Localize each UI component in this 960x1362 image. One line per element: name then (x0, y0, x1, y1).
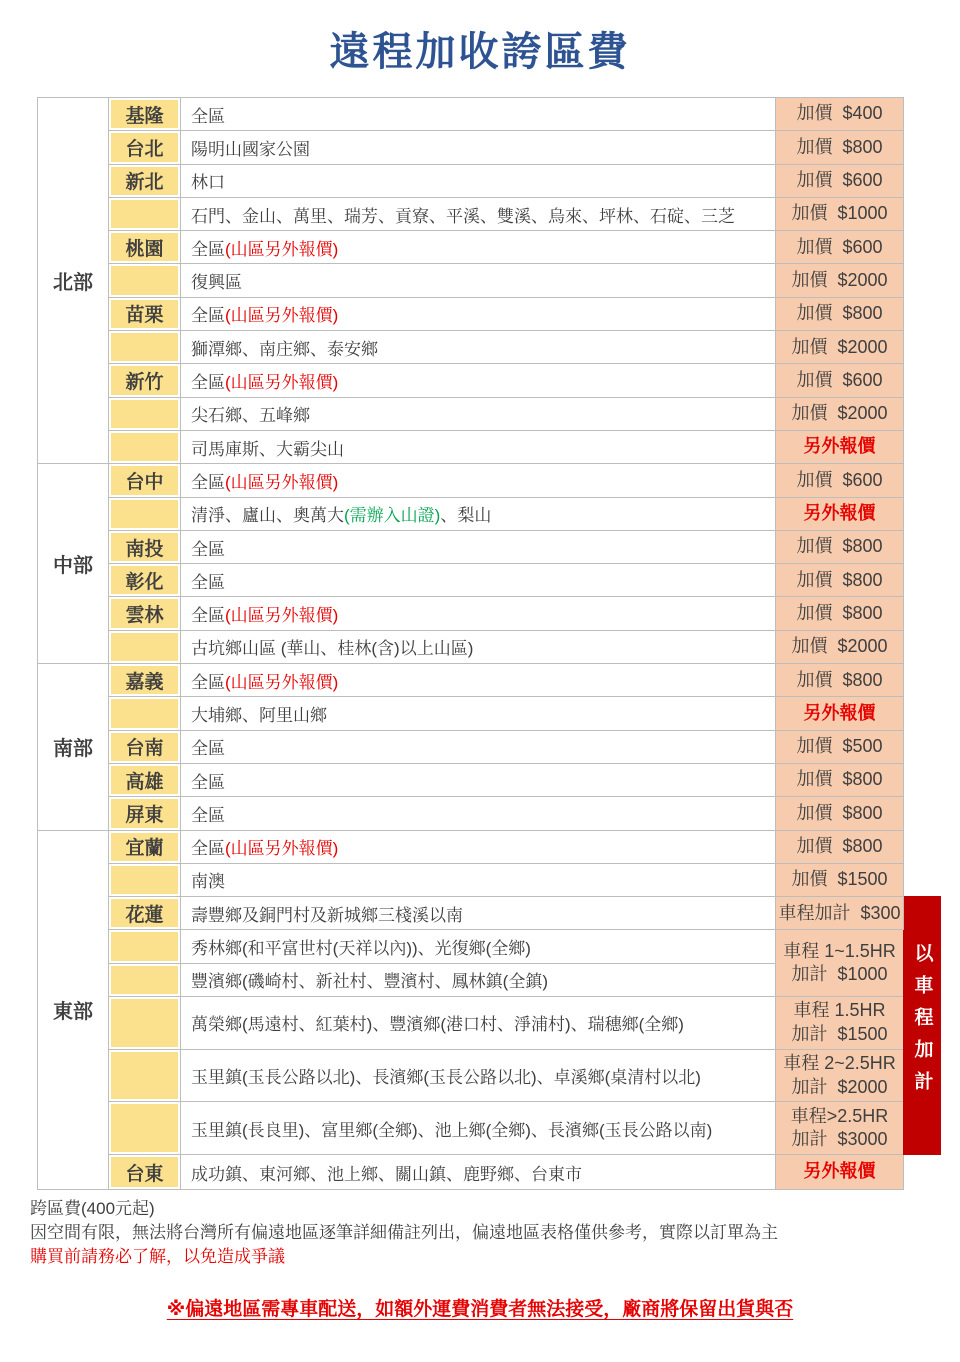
price-cell: 車程>2.5HR 加計 $3000 (776, 1102, 904, 1155)
table-row (38, 597, 941, 630)
sidebar-spacer (904, 664, 941, 697)
county-cell (109, 497, 181, 530)
sidebar-spacer (904, 231, 941, 264)
table-row (38, 997, 941, 1050)
area-cell: 南澳 (181, 863, 776, 896)
county-cell (109, 1102, 181, 1155)
county-cell: 新竹 (109, 364, 181, 397)
table-row (38, 730, 941, 763)
price-cell: 另外報價 (776, 430, 904, 463)
price-cell: 加價 $800 (776, 530, 904, 563)
sidebar-spacer (904, 131, 941, 164)
area-cell: 玉里鎮(玉長公路以北)、長濱鄉(玉長公路以北)、卓溪鄉(桌清村以北) (181, 1049, 776, 1102)
surcharge-table (37, 97, 941, 1190)
table-row (38, 264, 941, 297)
area-cell: 尖石鄉、五峰鄉 (181, 397, 776, 430)
footer-note-warning: 購買前請務必了解，以免造成爭議 (30, 1247, 285, 1266)
table-row (38, 930, 941, 963)
county-cell: 南投 (109, 530, 181, 563)
sidebar-spacer (904, 797, 941, 830)
county-cell: 嘉義 (109, 664, 181, 697)
sidebar-spacer (904, 98, 941, 131)
price-cell: 車程 1~1.5HR 加計 $1000 (776, 930, 904, 997)
county-cell (109, 963, 181, 996)
footer-note-disclaimer: 因空間有限，無法將台灣所有偏遠地區逐筆詳細備註列出，偏遠地區表格僅供參考，實際以訂單為主 (30, 1223, 778, 1242)
county-cell: 台南 (109, 730, 181, 763)
area-cell: 全區(山區另外報價) (181, 297, 776, 330)
sidebar-spacer (904, 863, 941, 896)
price-cell: 加價 $600 (776, 464, 904, 497)
price-cell: 加價 $600 (776, 231, 904, 264)
county-cell (109, 630, 181, 663)
county-cell (109, 331, 181, 364)
area-cell: 萬榮鄉(馬遠村、紅葉村)、豐濱鄉(港口村、淨浦村)、瑞穗鄉(全鄉) (181, 997, 776, 1050)
table-row (38, 763, 941, 796)
area-cell: 全區(山區另外報價) (181, 364, 776, 397)
area-cell: 玉里鎮(長良里)、富里鄉(全鄉)、池上鄉(全鄉)、長濱鄉(玉長公路以南) (181, 1102, 776, 1155)
county-cell (109, 697, 181, 730)
county-cell (109, 197, 181, 230)
price-cell: 車程加計 $300 (776, 897, 904, 930)
table-row (38, 164, 941, 197)
table-row (38, 131, 941, 164)
table-row (38, 1155, 941, 1190)
sidebar-spacer (904, 763, 941, 796)
table-row (38, 497, 941, 530)
sidebar-spacer (904, 497, 941, 530)
area-cell: 復興區 (181, 264, 776, 297)
sidebar-spacer (904, 364, 941, 397)
area-cell: 陽明山國家公園 (181, 131, 776, 164)
price-cell: 加價 $800 (776, 830, 904, 863)
price-cell: 另外報價 (776, 497, 904, 530)
county-cell: 雲林 (109, 597, 181, 630)
table-row (38, 797, 941, 830)
sidebar-spacer (904, 530, 941, 563)
table-row (38, 331, 941, 364)
table-row (38, 297, 941, 330)
sidebar-spacer (904, 564, 941, 597)
page-title: 遠程加收誇區費 (329, 30, 631, 74)
table-row (38, 897, 941, 930)
car-trip-surcharge-banner (904, 897, 941, 1155)
sidebar-spacer (904, 730, 941, 763)
county-cell: 基隆 (109, 98, 181, 131)
price-cell: 加價 $500 (776, 730, 904, 763)
area-cell: 全區(山區另外報價) (181, 231, 776, 264)
price-cell: 加價 $800 (776, 664, 904, 697)
area-cell: 全區 (181, 763, 776, 796)
price-cell: 加價 $400 (776, 98, 904, 131)
area-cell: 清淨、廬山、奧萬大(需辦入山證)、梨山 (181, 497, 776, 530)
county-cell: 台北 (109, 131, 181, 164)
area-cell: 豐濱鄉(磯崎村、新社村、豐濱村、鳳林鎮(全鎮) (181, 963, 776, 996)
car-trip-surcharge-label: 以車程加計 (911, 943, 933, 1104)
region-cell: 北部 (38, 98, 109, 464)
area-cell: 大埔鄉、阿里山鄉 (181, 697, 776, 730)
county-cell (109, 397, 181, 430)
price-cell: 加價 $800 (776, 297, 904, 330)
price-cell: 加價 $600 (776, 364, 904, 397)
area-cell: 石門、金山、萬里、瑞芳、貢寮、平溪、雙溪、烏來、坪林、石碇、三芝 (181, 197, 776, 230)
area-cell: 全區 (181, 730, 776, 763)
county-cell: 台中 (109, 464, 181, 497)
table-row (38, 98, 941, 131)
price-cell: 車程 1.5HR 加計 $1500 (776, 997, 904, 1050)
table-row (38, 697, 941, 730)
sidebar-spacer (904, 430, 941, 463)
sidebar-spacer (904, 464, 941, 497)
sidebar-spacer (904, 331, 941, 364)
price-cell: 另外報價 (776, 1155, 904, 1190)
area-cell: 壽豐鄉及銅門村及新城鄉三棧溪以南 (181, 897, 776, 930)
table-row (38, 1049, 941, 1102)
region-cell: 東部 (38, 830, 109, 1190)
price-cell: 加價 $800 (776, 564, 904, 597)
sidebar-spacer (904, 597, 941, 630)
area-cell: 古坑鄉山區 (華山、桂林(含)以上山區) (181, 630, 776, 663)
county-cell: 台東 (109, 1155, 181, 1190)
table-row (38, 197, 941, 230)
area-cell: 全區(山區另外報價) (181, 597, 776, 630)
table-row (38, 830, 941, 863)
sidebar-spacer (904, 697, 941, 730)
table-row (38, 630, 941, 663)
price-cell: 加價 $800 (776, 763, 904, 796)
county-cell: 宜蘭 (109, 830, 181, 863)
county-cell: 桃園 (109, 231, 181, 264)
price-cell: 加價 $1000 (776, 197, 904, 230)
county-cell (109, 930, 181, 963)
table-row (38, 530, 941, 563)
table-row (38, 364, 941, 397)
county-cell (109, 264, 181, 297)
region-cell: 南部 (38, 664, 109, 830)
table-row (38, 1102, 941, 1155)
area-cell: 全區 (181, 98, 776, 131)
area-cell: 獅潭鄉、南庄鄉、泰安鄉 (181, 331, 776, 364)
price-cell: 加價 $2000 (776, 331, 904, 364)
region-cell: 中部 (38, 464, 109, 664)
sidebar-spacer (904, 264, 941, 297)
table-row (38, 397, 941, 430)
county-cell (109, 863, 181, 896)
price-cell: 加價 $800 (776, 131, 904, 164)
county-cell (109, 430, 181, 463)
bottom-warning: ※偏遠地區需專車配送，如額外運費消費者無法接受，廠商將保留出貨與否 (166, 1299, 794, 1320)
price-cell: 加價 $600 (776, 164, 904, 197)
sidebar-spacer (904, 630, 941, 663)
area-cell: 全區 (181, 797, 776, 830)
area-cell: 全區(山區另外報價) (181, 464, 776, 497)
county-cell: 苗栗 (109, 297, 181, 330)
table-row (38, 664, 941, 697)
price-cell: 加價 $2000 (776, 630, 904, 663)
area-cell: 司馬庫斯、大霸尖山 (181, 430, 776, 463)
area-cell: 全區 (181, 530, 776, 563)
price-cell: 加價 $800 (776, 797, 904, 830)
area-cell: 全區(山區另外報價) (181, 664, 776, 697)
price-cell: 加價 $1500 (776, 863, 904, 896)
table-row (38, 464, 941, 497)
table-row (38, 430, 941, 463)
price-cell: 車程 2~2.5HR 加計 $2000 (776, 1049, 904, 1102)
county-cell: 屏東 (109, 797, 181, 830)
county-cell (109, 1049, 181, 1102)
sidebar-spacer (904, 397, 941, 430)
price-cell: 加價 $800 (776, 597, 904, 630)
area-cell: 全區(山區另外報價) (181, 830, 776, 863)
price-cell: 加價 $2000 (776, 397, 904, 430)
sidebar-spacer (904, 297, 941, 330)
footer-note-fee: 跨區費(400元起) (30, 1199, 155, 1218)
price-cell: 另外報價 (776, 697, 904, 730)
county-cell: 高雄 (109, 763, 181, 796)
county-cell: 彰化 (109, 564, 181, 597)
area-cell: 秀林鄉(和平富世村(天祥以內))、光復鄉(全鄉) (181, 930, 776, 963)
table-row (38, 231, 941, 264)
surcharge-table-body (38, 98, 941, 1190)
footer-notes (30, 1197, 778, 1269)
table-row (38, 863, 941, 896)
sidebar-spacer (904, 830, 941, 863)
county-cell: 新北 (109, 164, 181, 197)
area-cell: 成功鎮、東河鄉、池上鄉、關山鎮、鹿野鄉、台東市 (181, 1155, 776, 1190)
area-cell: 林口 (181, 164, 776, 197)
area-cell: 全區 (181, 564, 776, 597)
sidebar-spacer (904, 197, 941, 230)
sidebar-spacer (904, 1155, 941, 1190)
sidebar-spacer (904, 164, 941, 197)
county-cell (109, 997, 181, 1050)
table-row (38, 564, 941, 597)
county-cell: 花蓮 (109, 897, 181, 930)
price-cell: 加價 $2000 (776, 264, 904, 297)
